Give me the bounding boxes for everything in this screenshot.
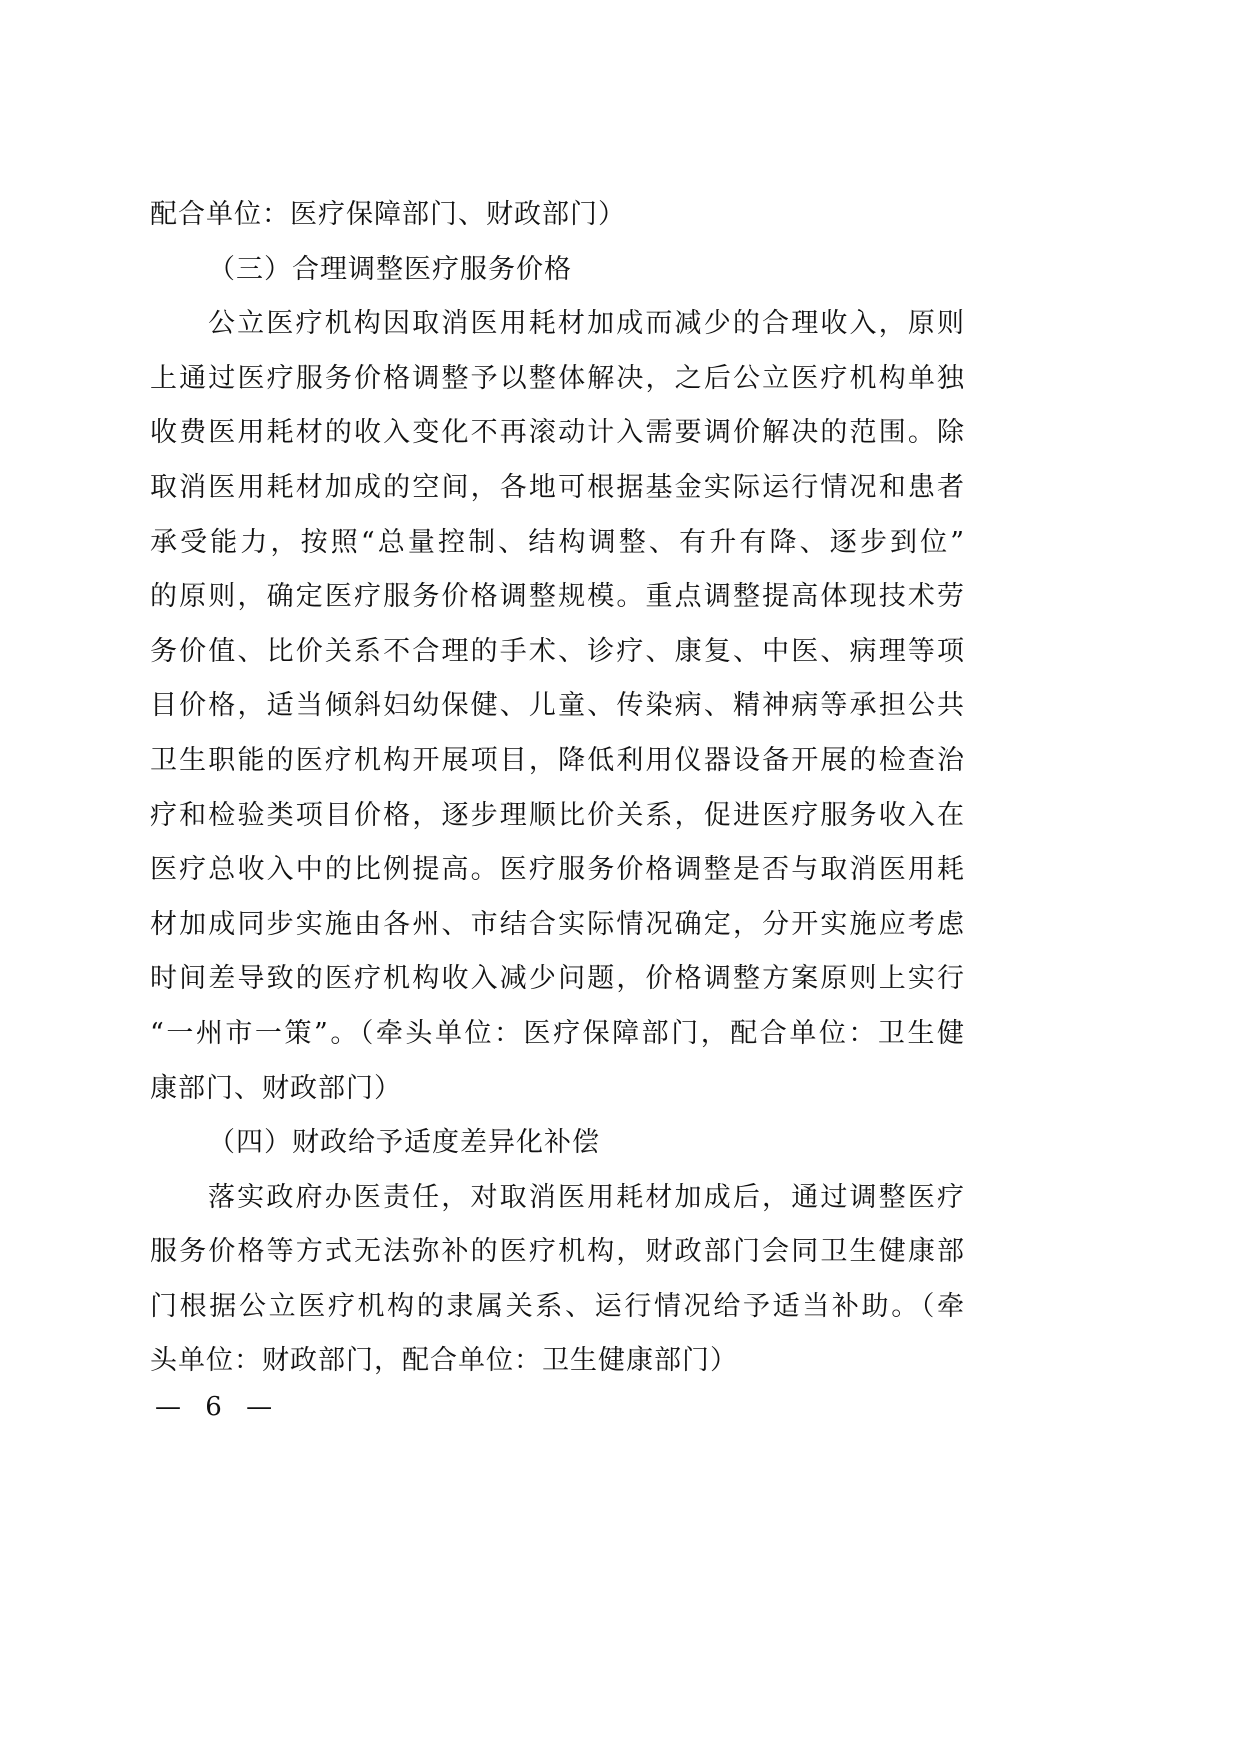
text-line: 承受能力，按照“总量控制、结构调整、有升有降、逐步到位”	[150, 526, 965, 558]
text-line: 务价值、比价关系不合理的手术、诊疗、康复、中医、病理等项	[150, 635, 965, 667]
text-line: 上通过医疗服务价格调整予以整体解决，之后公立医疗机构单独	[150, 362, 965, 394]
text-line: 公立医疗机构因取消医用耗材加成而减少的合理收入，原则	[208, 308, 965, 340]
text-line: 取消医用耗材加成的空间，各地可根据基金实际运行情况和患者	[150, 471, 965, 503]
text-line: 材加成同步实施由各州、市结合实际情况确定，分开实施应考虑	[150, 908, 965, 940]
text-line: （三）合理调整医疗服务价格	[208, 253, 572, 285]
text-line: 卫生职能的医疗机构开展项目，降低利用仪器设备开展的检查治	[150, 744, 965, 776]
text-line: 疗和检验类项目价格，逐步理顺比价关系，促进医疗服务收入在	[150, 799, 965, 831]
text-line: 目价格，适当倾斜妇幼保健、儿童、传染病、精神病等承担公共	[150, 690, 965, 722]
page-number: — 6 —	[155, 1392, 281, 1422]
text-line: “一州市一策”。（牵头单位：医疗保障部门，配合单位：卫生健	[150, 1017, 965, 1049]
text-line: 康部门、财政部门）	[150, 1072, 402, 1104]
text-line: 收费医用耗材的收入变化不再滚动计入需要调价解决的范围。除	[150, 417, 965, 449]
text-line: 时间差导致的医疗机构收入减少问题，价格调整方案原则上实行	[150, 963, 965, 995]
text-line: 落实政府办医责任，对取消医用耗材加成后，通过调整医疗	[208, 1181, 965, 1213]
document-body	[150, 188, 965, 1389]
text-line: 头单位：财政部门，配合单位：卫生健康部门）	[150, 1345, 738, 1377]
text-line: 的原则，确定医疗服务价格调整规模。重点调整提高体现技术劳	[150, 581, 965, 613]
text-line: 配合单位：医疗保障部门、财政部门）	[150, 199, 626, 230]
text-line: 门根据公立医疗机构的隶属关系、运行情况给予适当补助。（牵	[150, 1290, 965, 1322]
text-line: 服务价格等方式无法弥补的医疗机构，财政部门会同卫生健康部	[150, 1236, 965, 1268]
text-line: 医疗总收入中的比例提高。医疗服务价格调整是否与取消医用耗	[150, 854, 965, 886]
text-line: （四）财政给予适度差异化补偿	[208, 1127, 600, 1159]
